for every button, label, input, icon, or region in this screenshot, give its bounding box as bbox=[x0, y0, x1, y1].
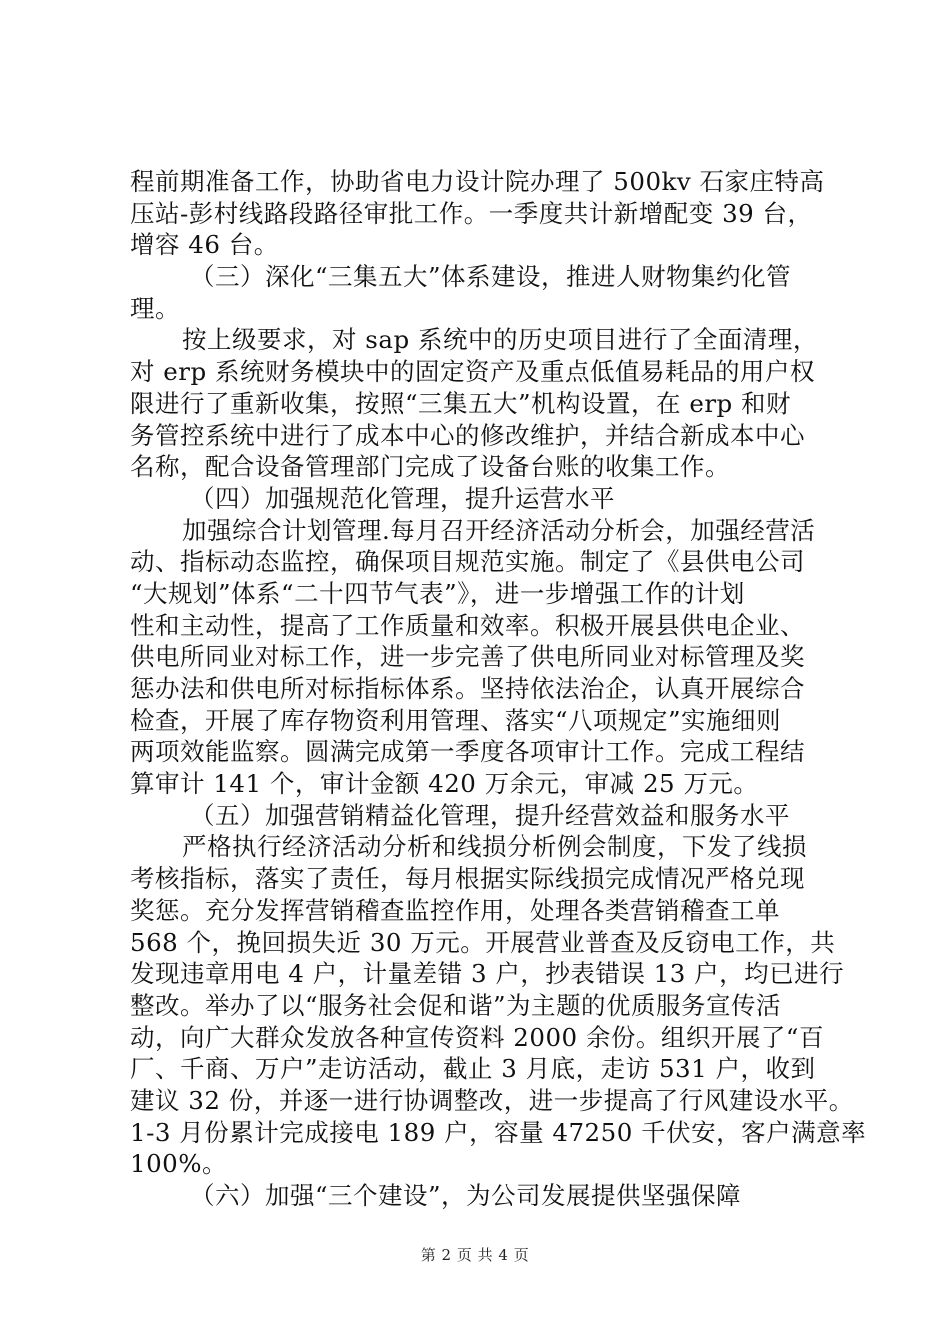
body-line: 算审计 141 个，审计金额 420 万余元，审减 25 万元。 bbox=[130, 769, 759, 799]
body-line: 1-3 月份累计完成接电 189 户，容量 47250 千伏安，客户满意率 bbox=[130, 1117, 867, 1147]
page-footer bbox=[0, 1244, 950, 1265]
body-line: 理。 bbox=[130, 293, 180, 323]
body-line: 惩办法和供电所对标指标体系。坚持依法治企，认真开展综合 bbox=[130, 674, 805, 703]
paragraph-start: 严格执行经济活动分析和线损分析例会制度，下发了线损 bbox=[182, 832, 807, 862]
body-line: 奖惩。充分发挥营销稽查监控作用，处理各类营销稽查工单 bbox=[130, 895, 780, 925]
section-heading-5: （五）加强营销精益化管理，提升经营效益和服务水平 bbox=[190, 800, 790, 830]
body-line: 发现违章用电 4 户，计量差错 3 户，抄表错误 13 户，均已进行 bbox=[130, 959, 845, 989]
paragraph-start: 按上级要求，对 sap 系统中的历史项目进行了全面清理， bbox=[182, 325, 818, 355]
body-line: 两项效能监察。圆满完成第一季度各项审计工作。完成工程结 bbox=[130, 737, 805, 767]
body-line: 增容 46 台。 bbox=[130, 230, 279, 260]
body-line: 考核指标，落实了责任，每月根据实际线损完成情况严格兑现 bbox=[130, 864, 805, 894]
body-line: 对 erp 系统财务模块中的固定资产及重点低值易耗品的用户权 bbox=[130, 357, 815, 387]
body-line: “大规划”体系“二十四节气表”》，进一步增强工作的计划 bbox=[130, 578, 745, 608]
section-heading-4: （四）加强规范化管理，提升运营水平 bbox=[190, 483, 615, 513]
body-line: 100%。 bbox=[130, 1149, 228, 1179]
body-line: 动、指标动态监控，确保项目规范实施。制定了《县供电公司 bbox=[130, 547, 805, 577]
body-line: 动，向广大群众发放各种宣传资料 2000 余份。组织开展了“百 bbox=[130, 1022, 824, 1052]
body-line: 厂、千商、万户”走访活动，截止 3 月底，走访 531 户，收到 bbox=[130, 1054, 816, 1084]
paragraph-start: 加强综合计划管理.每月召开经济活动分析会，加强经营活 bbox=[182, 515, 816, 545]
body-line: 务管控系统中进行了成本中心的修改维护，并结合新成本中心 bbox=[130, 420, 805, 450]
body-line: 建议 32 份，并逐一进行协调整改，进一步提高了行风建设水平。 bbox=[130, 1085, 854, 1115]
section-heading-3: （三）深化“三集五大”体系建设，推进人财物集约化管 bbox=[190, 262, 792, 292]
document-body bbox=[130, 166, 867, 1212]
body-line: 供电所同业对标工作，进一步完善了供电所同业对标管理及奖 bbox=[130, 642, 805, 672]
body-line: 限进行了重新收集，按照“三集五大”机构设置，在 erp 和财 bbox=[130, 388, 792, 418]
body-line: 整改。举办了以“服务社会促和谐”为主题的优质服务宣传活 bbox=[130, 990, 782, 1020]
body-line: 程前期准备工作，协助省电力设计院办理了 500kv 石家庄特高 bbox=[130, 167, 825, 196]
page-number: 第 2 页 共 4 页 bbox=[420, 1246, 530, 1264]
body-line: 名称，配合设备管理部门完成了设备台账的收集工作。 bbox=[130, 452, 730, 482]
body-line: 检查，开展了库存物资利用管理、落实“八项规定”实施细则 bbox=[130, 705, 782, 735]
body-line: 性和主动性，提高了工作质量和效率。积极开展县供电企业、 bbox=[130, 610, 805, 640]
body-line: 压站-彭村线路段路径审批工作。一季度共计新增配变 39 台， bbox=[130, 198, 813, 228]
body-line: 568 个，挽回损失近 30 万元。开展营业普查及反窃电工作，共 bbox=[130, 927, 836, 957]
section-heading-6: （六）加强“三个建设”，为公司发展提供坚强保障 bbox=[190, 1181, 742, 1210]
